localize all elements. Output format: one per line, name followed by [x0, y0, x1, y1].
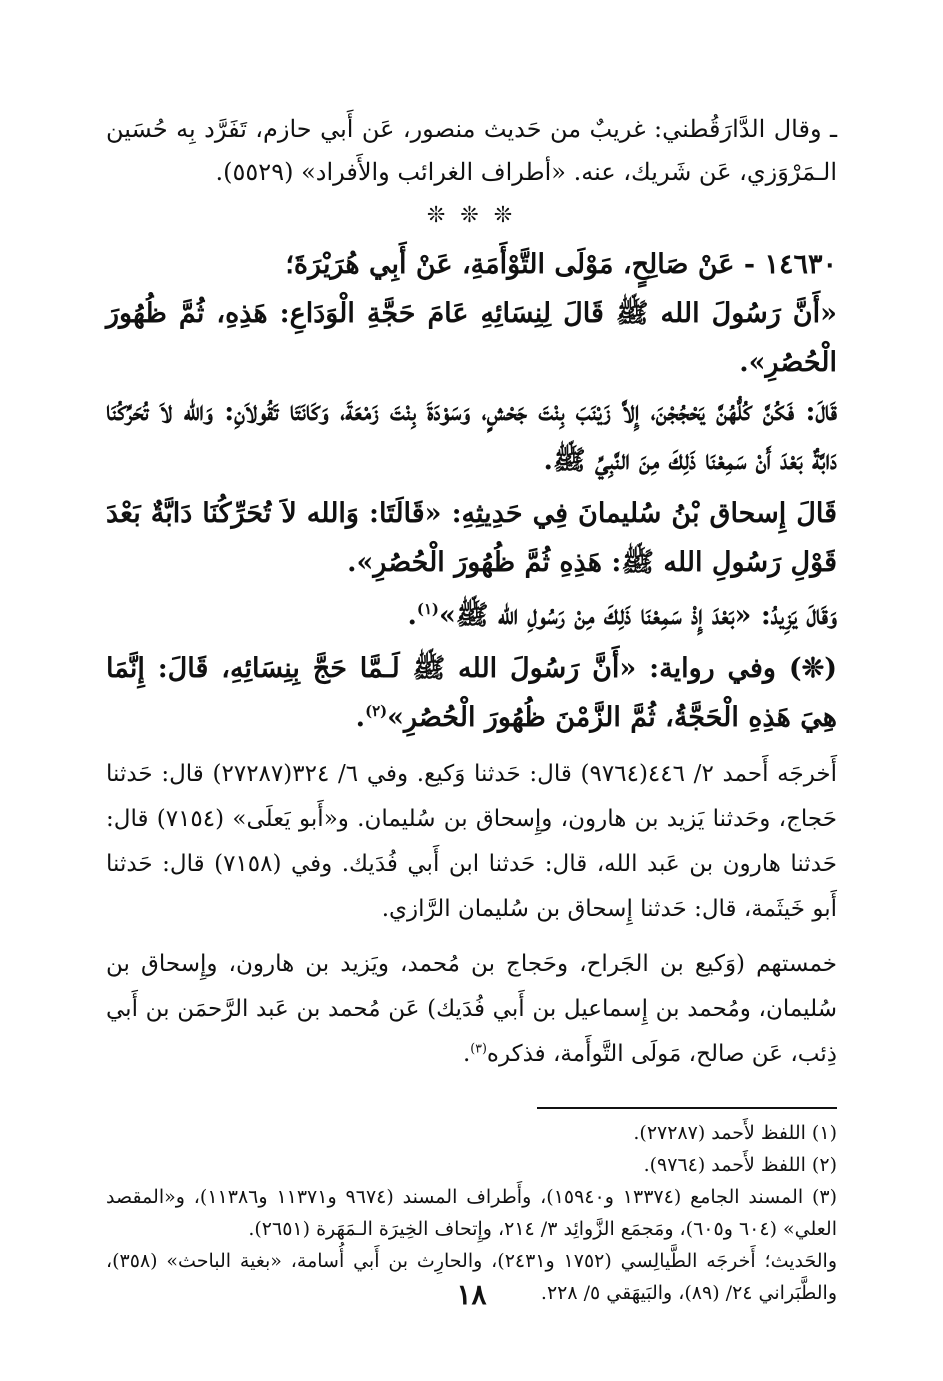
hadith-heading: ١٤٦٣٠ - عَنْ صَالِحٍ، مَوْلَى التَّوْأَمَةِ، عَنْ أَبِي هُرَيْرَةَ؛ — [285, 249, 837, 280]
takhrij-paragraph-2-text: خمستهم (وَكيع بن الجَراح، وحَجاج بن مُحمد، ويَزيد بن هارون، وإِسحاق بن سُليمان، ومُحمد بن إِسماعيل بن أَبي فُدَيك) عَن مُحمد بن عَبد الرَّحمَن بن أَبي ذِئب، عَن صالح، مَولَى التَّوأَمة، فذكره — [106, 951, 837, 1067]
takhrij-paragraph-1: أَخرجَه أَحمد ٢/ ٤٤٦(٩٧٦٤) قال: حَدثنا وَكيع. وفي ٦/ ٣٢٤(٢٧٢٨٧) قال: حَدثنا حَجاج، وحَدثنا يَزيد بن هارون، وإِسحاق بن سُليمان. و«أَبو يَعلَى» (٧١٥٤) قال: حَدثنا هارون بن عَبد الله، قال: حَدثنا ابن أَبي فُدَيك. وفي (٧١٥٨) قال: حَدثنا أَبو خَيثَمة، قال: حَدثنا إِسحاق بن سُليمان الرَّازي. — [106, 761, 838, 922]
footnote-ref-2: (٢) — [365, 702, 388, 720]
takhrij-paragraph-2: خمستهم (وَكيع بن الجَراح، وحَجاج بن مُحمد، ويَزيد بن هارون، وإِسحاق بن سُليمان، ومُحمد بن إِسماعيل بن أَبي فُدَيك) عَن مُحمد بن عَبد الرَّحمَن بن أَبي ذِئب، عَن صالح، مَولَى التَّوأَمة، فذكره$^{(٣)}$. — [106, 951, 837, 1067]
hadith-yazid: وَقَالَ يَزِيدُ: «بَعْدَ إِذْ سَمِعْنَا ذَلِكَ مِنْ رَسُولِ الله ﷺ»$^{(١)}$. — [407, 600, 837, 631]
footnote-2: (٢) اللفظ لأَحمد (٩٧٦٤). — [643, 1154, 837, 1176]
hadith-ishaq: قَالَ إِسحاق بْنُ سُليمانَ فِي حَدِيثِهِ: «قَالَتَا: وَالله لاَ تُحَرِّكُنَا دَابَّةٌ بَعْدَ قَوْلِ رَسُولِ الله ﷺ: هَذِهِ ثُمَّ ظُهُورَ الْحُصُرِ». — [106, 498, 837, 578]
hadith-riwaya: (❊) وفي رواية: «أَنَّ رَسُولَ الله ﷺ لَـمَّا حَجَّ بِنِسَائِهِ، قَالَ: إِنَّمَا هِيَ هَذِهِ الْحَجَّةُ، ثُمَّ الزَّمْنَ ظُهُورَ الْحُصُرِ»$^{(٢)}$. — [106, 653, 837, 733]
footnote-divider — [537, 1107, 837, 1109]
footnote-ref-1: (١) — [416, 600, 439, 618]
intro-paragraph: ـ وقال الدَّارَقُطني: غريبٌ من حَديث منصور، عَن أَبي حازم، تَفَرَّد بِه حُسَين الـمَرْوَزي، عَن شَريك، عنه. «أطراف الغرائب والأَفراد» (٥٥٢٩). — [106, 115, 837, 186]
footnote-3: (٣) المسند الجامع (١٣٣٧٤ و١٥٩٤٠)، وأَطراف المسند (٩٦٧٤ و١١٣٧١ و١١٣٨٦)، و«المقصد العلي» (٦٠٤ و٦٠٥)، ومَجمَع الزَّوائِد ٣/ ٢١٤، وإِتحاف الخِيرَة الـمَهَرة (٢٦٥١). — [106, 1186, 838, 1240]
hadith-riwaya-text: (❊) وفي رواية: «أَنَّ رَسُولَ الله ﷺ لَـمَّا حَجَّ بِنِسَائِهِ، قَالَ: إِنَّمَا هِيَ هَذِهِ الْحَجَّةُ، ثُمَّ الزَّمْنَ ظُهُورَ الْحُصُرِ» — [106, 653, 837, 733]
section-separator: ❊ ❊ ❊ — [426, 203, 517, 228]
hadith-qala: قَالَ: فَكُنَّ كُلُّهُنَّ يَحْجُجْنَ، إِلاَّ زَيْنَبَ بِنْتَ جَحْشٍ، وَسَوْدَةَ بِنْتَ زَمْعَةَ، وَكَانَتَا تَقُولاَنِ: وَالله لاَ تُحَرِّكُنَا دَابَّةٌ بَعْدَ أَنْ سَمِعْنَا ذَلِكَ مِنَ النَّبِيِّ ﷺ. — [106, 396, 837, 476]
footnote-1: (١) اللفظ لأَحمد (٢٧٢٨٧). — [633, 1122, 837, 1144]
hadith-yazid-text: وَقَالَ يَزِيدُ: «بَعْدَ إِذْ سَمِعْنَا ذَلِكَ مِنْ رَسُولِ الله ﷺ» — [438, 600, 837, 631]
hadith-matn: «أَنَّ رَسُولَ الله ﷺ قَالَ لِنِسَائِهِ عَامَ حَجَّةِ الْوَدَاعِ: هَذِهِ، ثُمَّ ظُهُورَ الْحُصُرِ». — [106, 298, 837, 378]
page-number: ١٨ — [456, 1278, 487, 1311]
footnote-ref-3: (٣) — [470, 1040, 487, 1056]
footnote-3-continuation: والحَديث؛ أَخرجَه الطَّيالِسي (١٧٥٢ و٢٤٣١)، والحارِث بن أَبي أُسامة، «بغية الباحث» (٣٥٨)، والطَّبَراني ٢٤/ (٨٩)، والبَيهَقي ٥/ ٢٢٨. — [106, 1250, 837, 1304]
